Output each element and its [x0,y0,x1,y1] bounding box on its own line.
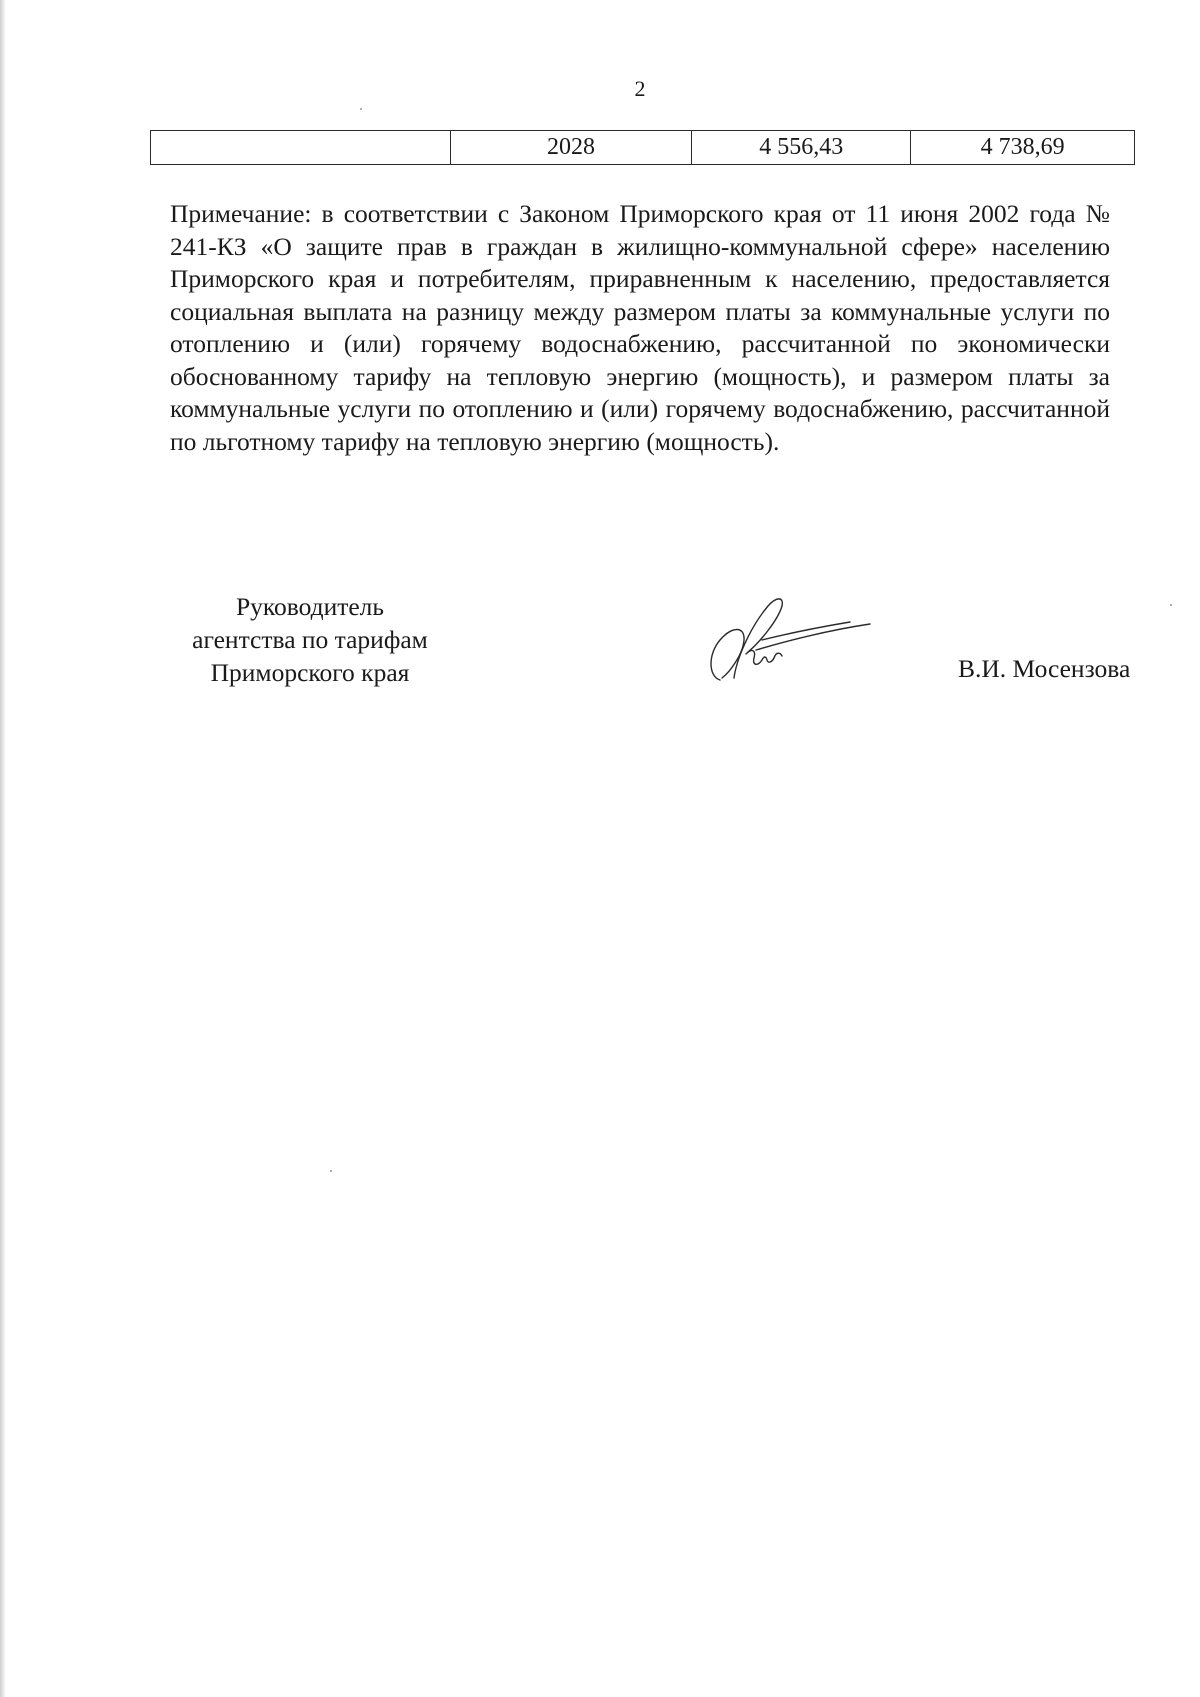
note-paragraph: Примечание: в соответствии с Законом Приморского края от 11 июня 2002 года № 241-КЗ «О защите прав в граждан в жилищно-коммунальной сфере» населению Приморского края и потребителям, приравненным к населению, предоставляется социальная выплата на разницу между размером платы за коммунальные услуги по отоплению и (или) горячему водоснабжению, рассчитанной по экономически обоснованному тарифу на тепловую энергию (мощность), и размером платы за коммунальные услуги по отоплению и (или) горячему водоснабжению, рассчитанной по льготному тарифу на тепловую энергию (мощность). [170,199,1110,456]
table-cell-value-1: 4 556,43 [692,131,911,165]
handwritten-signature [690,592,880,692]
signer-title [160,590,460,689]
page-number: 2 [634,76,646,101]
signer-title-line: Руководитель [235,592,385,621]
scan-speck [330,1170,332,1172]
table-cell-empty [151,131,451,165]
table-row [151,131,1135,165]
signer-title-line: агентства по тарифам [192,625,428,654]
scan-speck [1170,604,1172,606]
signer-name: В.И. Мосензова [958,654,1131,683]
scan-speck [360,108,362,110]
signer-title-line: Приморского края [210,658,410,687]
tariff-table [150,130,1135,165]
table-cell-value-2: 4 738,69 [911,131,1135,165]
scan-edge [0,0,6,1697]
table-cell-year: 2028 [450,131,692,165]
